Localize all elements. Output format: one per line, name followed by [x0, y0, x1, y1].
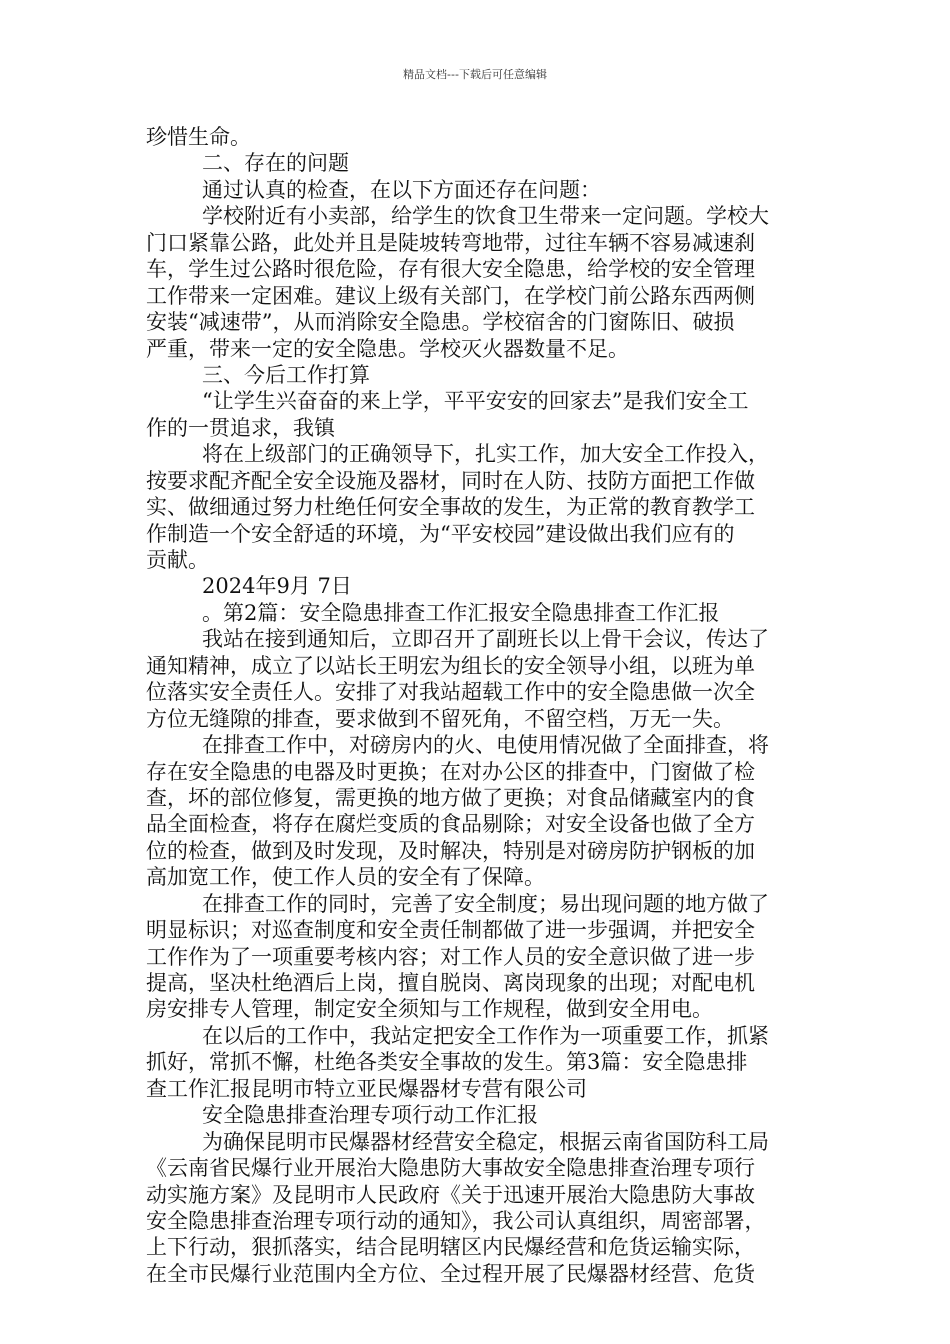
text-line: 通知精神，成立了以站长王明宏为组长的安全领导小组，以班为单 — [146, 653, 755, 678]
text-line: 学校附近有小卖部，给学生的饮食卫生带来一定问题。学校大 — [202, 204, 769, 229]
text-line: 工作带来一定困难。建议上级有关部门，在学校门前公路东西两侧 — [146, 283, 755, 308]
text-line: 实、做细通过努力杜绝任何安全事故的发生，为正常的教育教学工 — [146, 495, 755, 520]
text-line: 在排查工作中，对磅房内的火、电使用情况做了全面排查，将 — [202, 733, 769, 758]
text-line: 作的一贯追求，我镇 — [146, 415, 335, 440]
page-header: 精品文档---下载后可任意编辑 — [403, 68, 547, 81]
text-line: 安装“减速带”，从而消除安全隐患。学校宿舍的门窗陈旧、破损 — [146, 310, 735, 335]
text-line: 通过认真的检查，在以下方面还存在问题： — [202, 177, 601, 202]
text-line: 位落实安全责任人。安排了对我站超载工作中的安全隐患做一次全 — [146, 680, 755, 705]
text-line: 动实施方案》及昆明市人民政府《关于迅速开展治大隐患防大事故 — [146, 1182, 755, 1207]
text-line: 二、存在的问题 — [202, 151, 349, 176]
text-line: “让学生兴奋奋的来上学，平平安安的回家去”是我们安全工 — [202, 389, 749, 414]
text-line: 三、今后工作打算 — [202, 362, 370, 387]
text-line: 在排查工作的同时，完善了安全制度；易出现问题的地方做了 — [202, 891, 769, 916]
text-line: 将在上级部门的正确领导下，扎实工作，加大安全工作投入， — [202, 442, 769, 467]
text-line: 2024年9月 7日 — [202, 574, 352, 599]
text-line: 珍惜生命。 — [146, 125, 251, 149]
text-line: 贡献。 — [146, 548, 209, 572]
text-line: 高加宽工作，使工作人员的安全有了保障。 — [146, 865, 545, 890]
text-line: 存在安全隐患的电器及时更换；在对办公区的排查中，门窗做了检 — [146, 759, 755, 784]
text-line: 方位无缝隙的排查，要求做到不留死角，不留空档，万无一失。 — [146, 706, 734, 731]
text-line: 我站在接到通知后，立即召开了副班长以上骨干会议，传达了 — [202, 627, 769, 652]
document-body — [146, 124, 810, 1287]
text-line: 上下行动，狠抓落实，结合昆明辖区内民爆经营和危货运输实际， — [146, 1235, 755, 1260]
text-line: 房安排专人管理，制定安全须知与工作规程，做到安全用电。 — [146, 997, 713, 1022]
text-line: 位的检查，做到及时发现，及时解决，特别是对磅房防护钢板的加 — [146, 838, 755, 863]
text-line: 抓好，常抓不懈，杜绝各类安全事故的发生。第3篇：安全隐患排 — [146, 1050, 748, 1075]
text-line: 查工作汇报昆明市特立亚民爆器材专营有限公司 — [146, 1076, 587, 1101]
text-line: 在全市民爆行业范围内全方位、全过程开展了民爆器材经营、危货 — [146, 1261, 755, 1286]
text-line: 为确保昆明市民爆器材经营安全稳定，根据云南省国防科工局 — [202, 1129, 769, 1154]
text-line: 安全隐患排查治理专项行动的通知》，我公司认真组织，周密部署， — [146, 1208, 766, 1233]
text-line: 严重，带来一定的安全隐患。学校灭火器数量不足。 — [146, 336, 629, 361]
text-line: 《云南省民爆行业开展治大隐患防大事故安全隐患排查治理专项行 — [146, 1156, 755, 1181]
text-line: 作制造一个安全舒适的环境，为“平安校园”建设做出我们应有的 — [146, 521, 735, 546]
text-line: 按要求配齐配全安全设施及器材，同时在人防、技防方面把工作做 — [146, 468, 755, 493]
text-line: 明显标识；对巡查制度和安全责任制都做了进一步强调，并把安全 — [146, 918, 755, 943]
text-line: 查，坏的部位修复，需更换的地方做了更换；对食品储藏室内的食 — [146, 785, 755, 810]
text-line: 门口紧靠公路，此处并且是陡坡转弯地带，过往车辆不容易减速刹 — [146, 230, 755, 255]
text-line: 品全面检查，将存在腐烂变质的食品剔除；对安全设备也做了全方 — [146, 812, 755, 837]
text-line: 提高，坚决杜绝酒后上岗，擅自脱岗、离岗现象的出现；对配电机 — [146, 971, 755, 995]
text-line: 车，学生过公路时很危险，存有很大安全隐患，给学校的安全管理 — [146, 257, 755, 282]
text-line: 工作作为了一项重要考核内容；对工作人员的安全意识做了进一步 — [146, 944, 755, 969]
text-line: 在以后的工作中，我站定把安全工作作为一项重要工作，抓紧 — [202, 1023, 769, 1048]
text-line: 。第2篇：安全隐患排查工作汇报安全隐患排查工作汇报 — [202, 600, 720, 625]
text-line: 安全隐患排查治理专项行动工作汇报 — [202, 1103, 538, 1128]
